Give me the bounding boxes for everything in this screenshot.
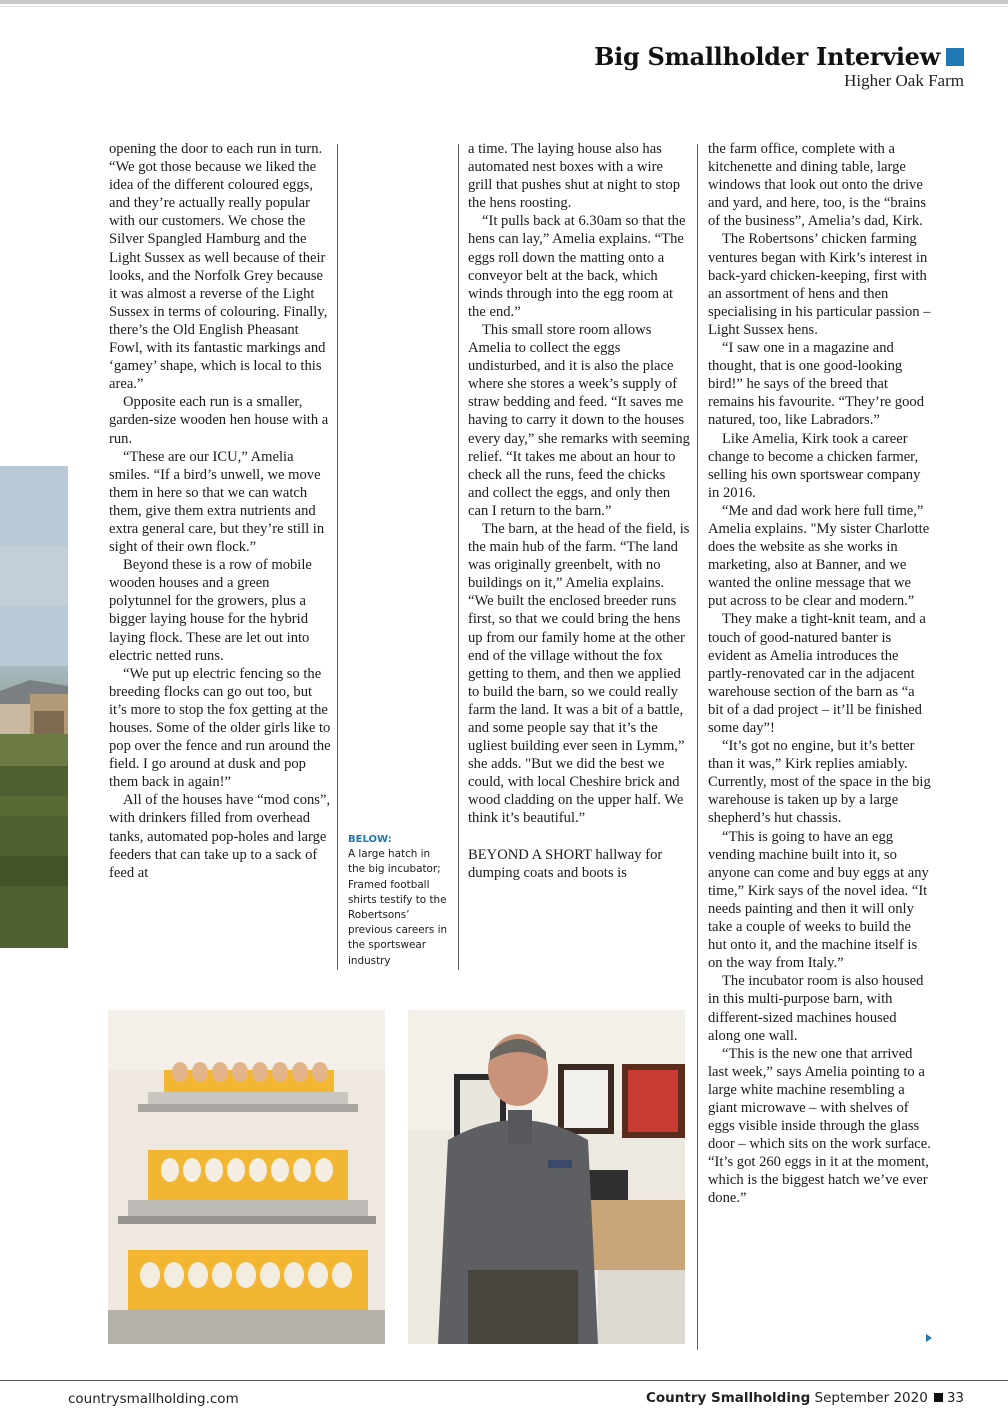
photo-caption: [348, 832, 448, 969]
farm-photo-left: [0, 466, 68, 948]
office-portrait-illustration: [408, 1010, 685, 1344]
paragraph: This small store room allows Amelia to collect the eggs undisturbed, and it is also the place where she stores a week’s supply of straw bedding and feed. “It saves me having to carry it down to the houses every day,” she remarks with seeming relief. “It takes me about an hour to check all the runs, feed the chicks and collect the eggs, and only then can I return to the barn.”: [468, 321, 690, 519]
column-divider: [337, 144, 338, 970]
caption-label: BELOW:: [348, 834, 392, 845]
paragraph: “Me and dad work here full time,” Amelia explains. "My sister Charlotte does the website as she works in marketing, also at Banner, and we wanted the online message that we put across to be clear and modern.”: [708, 502, 930, 610]
paragraph: The incubator room is also housed in this multi-purpose barn, with different-sized machines housed along one wall.: [708, 973, 924, 1044]
paragraph: Opposite each run is a smaller, garden-size wooden hen house with a run.: [109, 394, 329, 447]
incubator-trays-illustration: [108, 1010, 385, 1344]
paragraph: “It’s got no engine, but it’s better than it was,” Kirk replies amiably. Currently, most of the space in the big warehouse is taken up by a large shepherd’s hut chassis.: [708, 738, 931, 827]
issue-date: September 2020: [814, 1390, 928, 1406]
article-column-1: [109, 140, 331, 882]
paragraph: the farm office, complete with a kitchenette and dining table, large windows that look out onto the drive and yard, and here, too, is the “brains of the business”, Amelia’s dad, Kirk.: [708, 141, 927, 230]
folio-square-icon: [934, 1393, 943, 1402]
page-number: 33: [946, 1390, 964, 1406]
paragraph: “This is going to have an egg vending machine built into it, so anyone can come and buy eggs at any time,” Kirk says of the novel idea. “It needs painting and then it will only take a couple of weeks to build the hut onto it, and the machine itself is on the way from Italy.”: [708, 828, 929, 972]
top-rule-thin: [0, 6, 1008, 7]
incubator-eggs-photo: [108, 1010, 385, 1344]
article-column-2: [468, 140, 690, 882]
footer-rule: [0, 1380, 1008, 1381]
paragraph: Like Amelia, Kirk took a career change to become a chicken farmer, selling his own sportswear company in 2016.: [708, 430, 921, 501]
paragraph: The barn, at the head of the field, is the main hub of the farm. “The land was originally greenbelt, with no buildings on it,” Amelia explains. “We built the enclosed breeder runs first, so that we could bring the hens up from our family home at the other end of the village without the fox getting to them, and then we applied to build the barn, so we could really farm the land. It was a bit of a battle, and some people say that it’s the ugliest building ever seen in Lymm,” she adds. "But we did the best we could, with local Cheshire brick and wood cladding on the upper half. We think it’s beautiful.”: [468, 520, 690, 827]
top-rule: [0, 0, 1008, 4]
section-subtitle: Higher Oak Farm: [844, 71, 964, 90]
continue-arrow-icon: [926, 1334, 932, 1342]
kirk-office-photo: [408, 1010, 685, 1344]
paragraph: Beyond these is a row of mobile wooden houses and a green polytunnel for the growers, plus a bigger laying house for the hybrid laying flock. These are let out into electric netted runs.: [109, 557, 312, 664]
paragraph: “I saw one in a magazine and thought, that is one good-looking bird!” he says of the breed that remains his favourite. “They’re good natured, too, like Labradors.”: [708, 340, 924, 429]
section-title: Big Smallholder Interview: [594, 42, 940, 71]
paragraph: BEYOND A SHORT hallway for dumping coats and boots is: [468, 846, 663, 881]
paragraph: They make a tight-knit team, and a touch of good-natured banter is evident as Amelia introduces the partly-renovated car in the adjacent warehouse section of the barn as “a bit of a dad project – it’ll be finished some day”!: [708, 611, 926, 736]
caption-text: A large hatch in the big incubator; Framed football shirts testify to the Robertsons’ previous careers in the sportswear industry: [348, 848, 448, 967]
paragraph: All of the houses have “mod cons”, with drinkers filled from overhead tanks, automated pop-holes and large feeders that can take up to a sack of feed at: [109, 792, 331, 881]
footer-website: countrysmallholding.com: [68, 1391, 239, 1407]
paragraph: opening the door to each run in turn. “We got those because we liked the idea of the different coloured eggs, and they’re actually really popular with our customers. We chose the Silver Spangled Hamburg and the Light Sussex as well because of their looks, and the Norfolk Grey because it was almost a reverse of the Light Sussex in terms of colouring. Finally, there’s the Old English Pheasant Fowl, with its fantastic markings and ‘gamey’ shape, which is local to this area.”: [109, 141, 328, 393]
magazine-name: Country Smallholding: [645, 1390, 811, 1406]
paragraph: “This is the new one that arrived last week,” says Amelia pointing to a large white machine resembling a giant microwave – with shelves of eggs visible inside through the glass door – which sits on the work surface. “It’s got 260 eggs in it at the moment, which is the biggest hatch we’ve ever done.”: [708, 1045, 931, 1207]
paragraph: a time. The laying house also has automated nest boxes with a wire grill that pushes shut at night to stop the hens roosting.: [468, 141, 681, 212]
paragraph: The Robertsons’ chicken farming ventures began with Kirk’s interest in back-yard chicken-keeping, first with an assortment of hens and then specialising in his particular passion – Light Sussex hens.: [708, 231, 931, 338]
farm-scene-illustration: [0, 466, 68, 948]
paragraph: “These are our ICU,” Amelia smiles. “If a bird’s unwell, we move them in here so that we can watch them, give them extra nutrients and extra general care, but they’re still in sight of their own flock.”: [109, 448, 325, 556]
paragraph: “It pulls back at 6.30am so that the hens can lay,” Amelia explains. “The eggs roll down the matting onto a conveyor belt at the back, which winds through into the egg room at the end.”: [468, 213, 686, 320]
article-column-3: [708, 140, 932, 1350]
column-divider: [697, 144, 698, 1350]
paragraph: “We put up electric fencing so the breeding flocks can go out too, but it’s more to stop the fox getting at the houses. Some of the older girls like to pop over the fence and run around the field. I go around at dusk and pop them back in again!”: [109, 665, 331, 791]
footer-folio: [646, 1390, 964, 1406]
section-marker-square: [946, 48, 964, 66]
page-header: [594, 42, 964, 91]
column-divider: [458, 144, 459, 970]
